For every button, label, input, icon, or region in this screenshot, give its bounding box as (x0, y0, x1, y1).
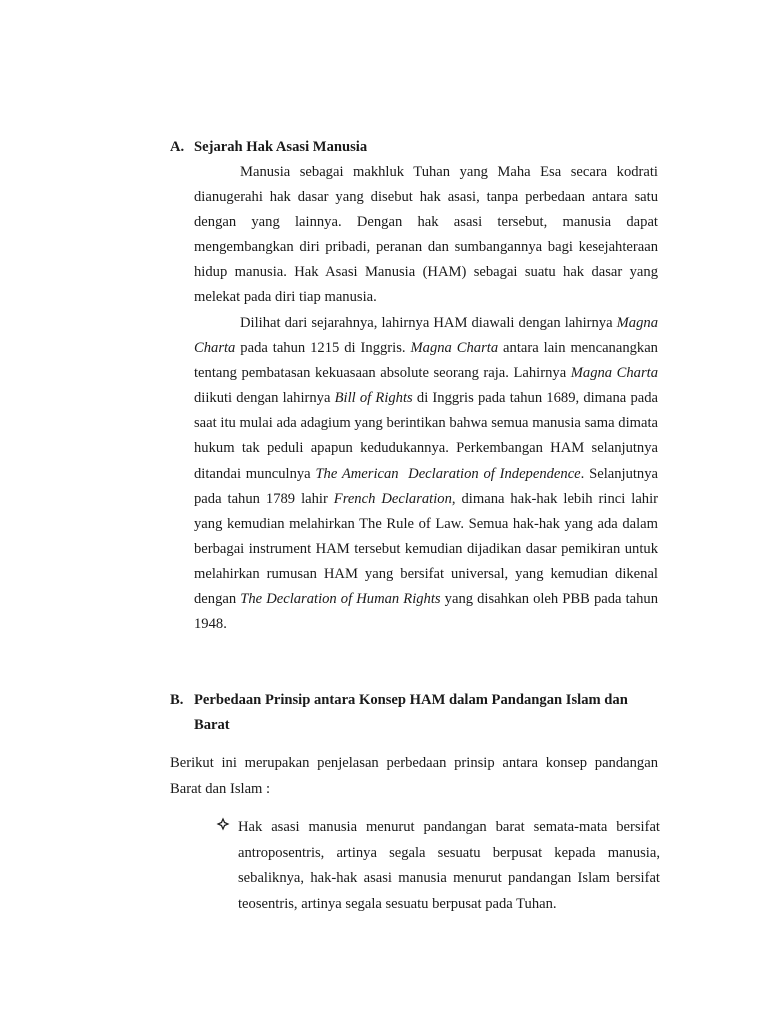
section-b-title-line-2: Barat (194, 717, 230, 733)
section-a-heading (170, 135, 670, 160)
bullet-text: Hak asasi manusia menurut pandangan barat semata-mata bersifat antroposentris, artinya segala sesuatu berpusat kepada manusia, sebaliknya, hak-hak asasi manusia menurut pandangan Islam bersifat teosentris, artinya segala sesuatu berpusat pada Tuhan. (238, 819, 660, 913)
section-a-letter: A. (170, 139, 185, 155)
p2-text: antara lain mencanangkan tentang pembatasan kekuasaan absolute seorang raja. Lahirnya (194, 340, 658, 382)
p2-italic-declaration-human-rights: The Declaration of Human Rights (240, 591, 441, 608)
p2-italic-magna-charta: Magna Charta (570, 365, 658, 382)
p2-text: Dilihat dari sejarahnya, lahirnya HAM diawali dengan lahirnya (240, 315, 617, 331)
p2-italic-bill-of-rights: Bill of Rights (334, 390, 413, 407)
p2-text: yang disahkan oleh PBB pada tahun 1948. (194, 591, 658, 633)
section-b-heading (170, 688, 670, 738)
p2-text: . Selanjutnya pada tahun 1789 lahir (194, 465, 658, 507)
p2-text: di Inggris pada tahun 1689, dimana pada saat itu mulai ada adagium yang berintikan bahwa semua manusia sama dimata hukum tak peduli apapun kedudukannya. Perkembangan HAM selanjutnya ditandai munculnya (194, 390, 659, 482)
p2-italic-french-declaration: French Declaration (333, 490, 452, 507)
section-a-title: Sejarah Hak Asasi Manusia (194, 139, 368, 155)
section-a-paragraph-2 (194, 311, 658, 637)
section-a-paragraph-1: Manusia sebagai makhluk Tuhan yang Maha Esa secara kodrati dianugerahi hak dasar yang disebut hak asasi, tanpa perbedaan antara satu dengan yang lainnya. Dengan hak asasi tersebut, manusia dapat mengembangkan diri pribadi, peranan dan sumbangannya bagi kesejahteraan hidup manusia. Hak Asasi Manusia (HAM) sebagai suatu hak dasar yang melekat pada diri tiap manusia. (194, 164, 658, 306)
section-b-letter: B. (170, 692, 184, 708)
p2-text: diikuti dengan lahirnya (194, 390, 335, 407)
diamond-bullet-icon (216, 817, 230, 831)
p2-text: , dimana hak-hak lebih rinci lahir yang kemudian melahirkan The Rule of Law. Semua hak-hak yang ada dalam berbagai instrument HAM tersebut kemudian dijadikan dasar pemikiran untuk melahirkan rumusan HAM yang bersifat universal, yang kemudian dikenal dengan (194, 490, 659, 608)
p2-text: pada tahun 1215 di Inggris. (235, 340, 411, 357)
p2-italic-american-declaration: The American Declaration of Independence (315, 465, 581, 482)
section-b-title-line-1: Perbedaan Prinsip antara Konsep HAM dalam Pandangan Islam dan (194, 692, 628, 708)
p2-italic-magna-charta: Magna Charta (410, 340, 499, 357)
section-b-intro: Berikut ini merupakan penjelasan perbedaan prinsip antara konsep pandangan Barat dan Islam : (170, 755, 658, 797)
p2-italic-magna-charta: Magna Charta (194, 315, 658, 357)
